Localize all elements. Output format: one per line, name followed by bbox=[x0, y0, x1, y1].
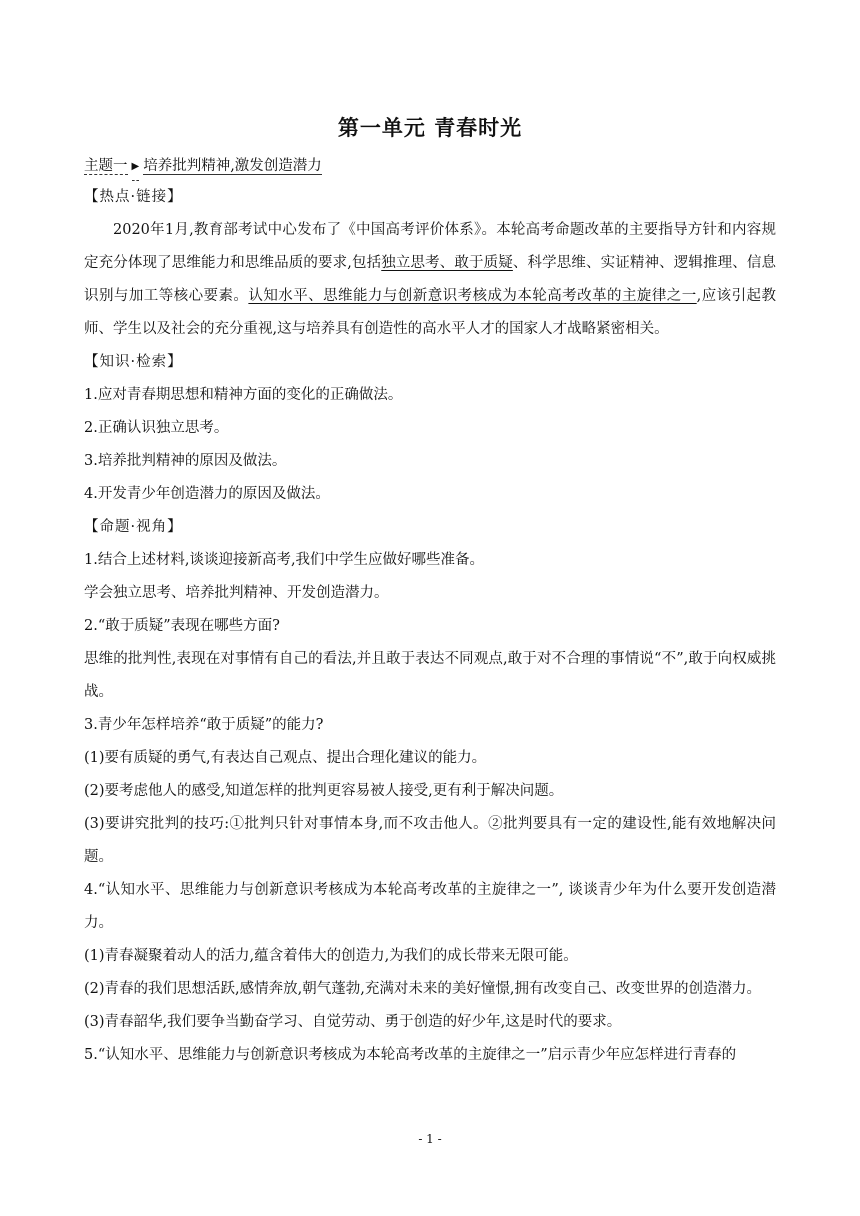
hot-text-c: ,应该引起教师、学生以及社会的充分重视,这与培养具有创造性的高水平人才的国家人才战略紧密相关。 bbox=[84, 288, 776, 337]
section-heading-knowledge: 【知识·检索】 bbox=[84, 354, 183, 370]
section-heading-hot: 【热点·链接】 bbox=[84, 189, 183, 205]
question-2: 2.“敢于质疑”表现在哪些方面? bbox=[84, 618, 280, 634]
answer-1: 学会独立思考、培养批判精神、开发创造潜力。 bbox=[84, 585, 389, 601]
arrow-right-icon: ▶ bbox=[132, 154, 140, 181]
answer-4-item: (2)青春的我们思想活跃,感情奔放,朝气蓬勃,充满对未来的美好憧憬,拥有改变自己、改变世界的创造潜力。 bbox=[84, 981, 761, 997]
hot-paragraph bbox=[84, 214, 776, 346]
underlined-text: 独立思考、敢于质疑 bbox=[381, 255, 513, 271]
answer-3-item: (1)要有质疑的勇气,有表达自己观点、提出合理化建议的能力。 bbox=[84, 750, 487, 766]
hot-text-b: 、科学思维、实证精神、逻辑推理、信息识别与加工等核心要素。 bbox=[84, 255, 777, 304]
answer-3-item: (2)要考虑他人的感受,知道怎样的批判更容易被人接受,更有利于解决问题。 bbox=[84, 783, 564, 799]
hot-text-a: 2020年1月,教育部考试中心发布了《中国高考评价体系》。本轮高考命题改革的主要指导方针和内容规定充分体现了思维能力和思维品质的要求,包括 bbox=[84, 222, 776, 271]
document-body bbox=[84, 153, 776, 1072]
knowledge-item: 1.应对青春期思想和精神方面的变化的正确做法。 bbox=[84, 387, 403, 403]
page-title: 第一单元 青春时光 bbox=[337, 116, 523, 140]
answer-4-item: (3)青春韶华,我们要争当勤奋学习、自觉劳动、勇于创造的好少年,这是时代的要求。 bbox=[84, 1014, 622, 1030]
knowledge-item: 4.开发青少年创造潜力的原因及做法。 bbox=[84, 486, 330, 502]
page-number: - 1 - bbox=[418, 1132, 442, 1146]
section-heading-questions: 【命题·视角】 bbox=[84, 519, 183, 535]
answer-4-item: (1)青春凝聚着动人的活力,蕴含着伟大的创造力,为我们的成长带来无限可能。 bbox=[84, 948, 578, 964]
question-3: 3.青少年怎样培养“敢于质疑”的能力? bbox=[84, 717, 324, 733]
question-4: 4.“认知水平、思维能力与创新意识考核成为本轮高考改革的主旋律之一”, 谈谈青少年为什么要开发创造潜力。 bbox=[84, 882, 776, 931]
knowledge-item: 3.培养批判精神的原因及做法。 bbox=[84, 453, 287, 469]
answer-2: 思维的批判性,表现在对事情有自己的看法,并且敢于表达不同观点,敢于对不合理的事情说“不”,敢于向权威挑战。 bbox=[84, 651, 776, 700]
question-1: 1.结合上述材料,谈谈迎接新高考,我们中学生应做好哪些准备。 bbox=[84, 552, 485, 568]
answer-3-item: (3)要讲究批判的技巧:①批判只针对事情本身,而不攻击他人。②批判要具有一定的建设性,能有效地解决问题。 bbox=[84, 816, 776, 865]
knowledge-item: 2.正确认识独立思考。 bbox=[84, 420, 229, 436]
topic-label: 主题一 bbox=[84, 158, 128, 174]
topic-text: 培养批判精神,激发创造潜力 bbox=[143, 158, 322, 174]
underlined-text: 认知水平、思维能力与创新意识考核成为本轮高考改革的主旋律之一 bbox=[248, 288, 697, 304]
question-5: 5.“认知水平、思维能力与创新意识考核成为本轮高考改革的主旋律之一”启示青少年应怎样进行青春的 bbox=[84, 1047, 737, 1063]
topic-line bbox=[84, 153, 776, 181]
